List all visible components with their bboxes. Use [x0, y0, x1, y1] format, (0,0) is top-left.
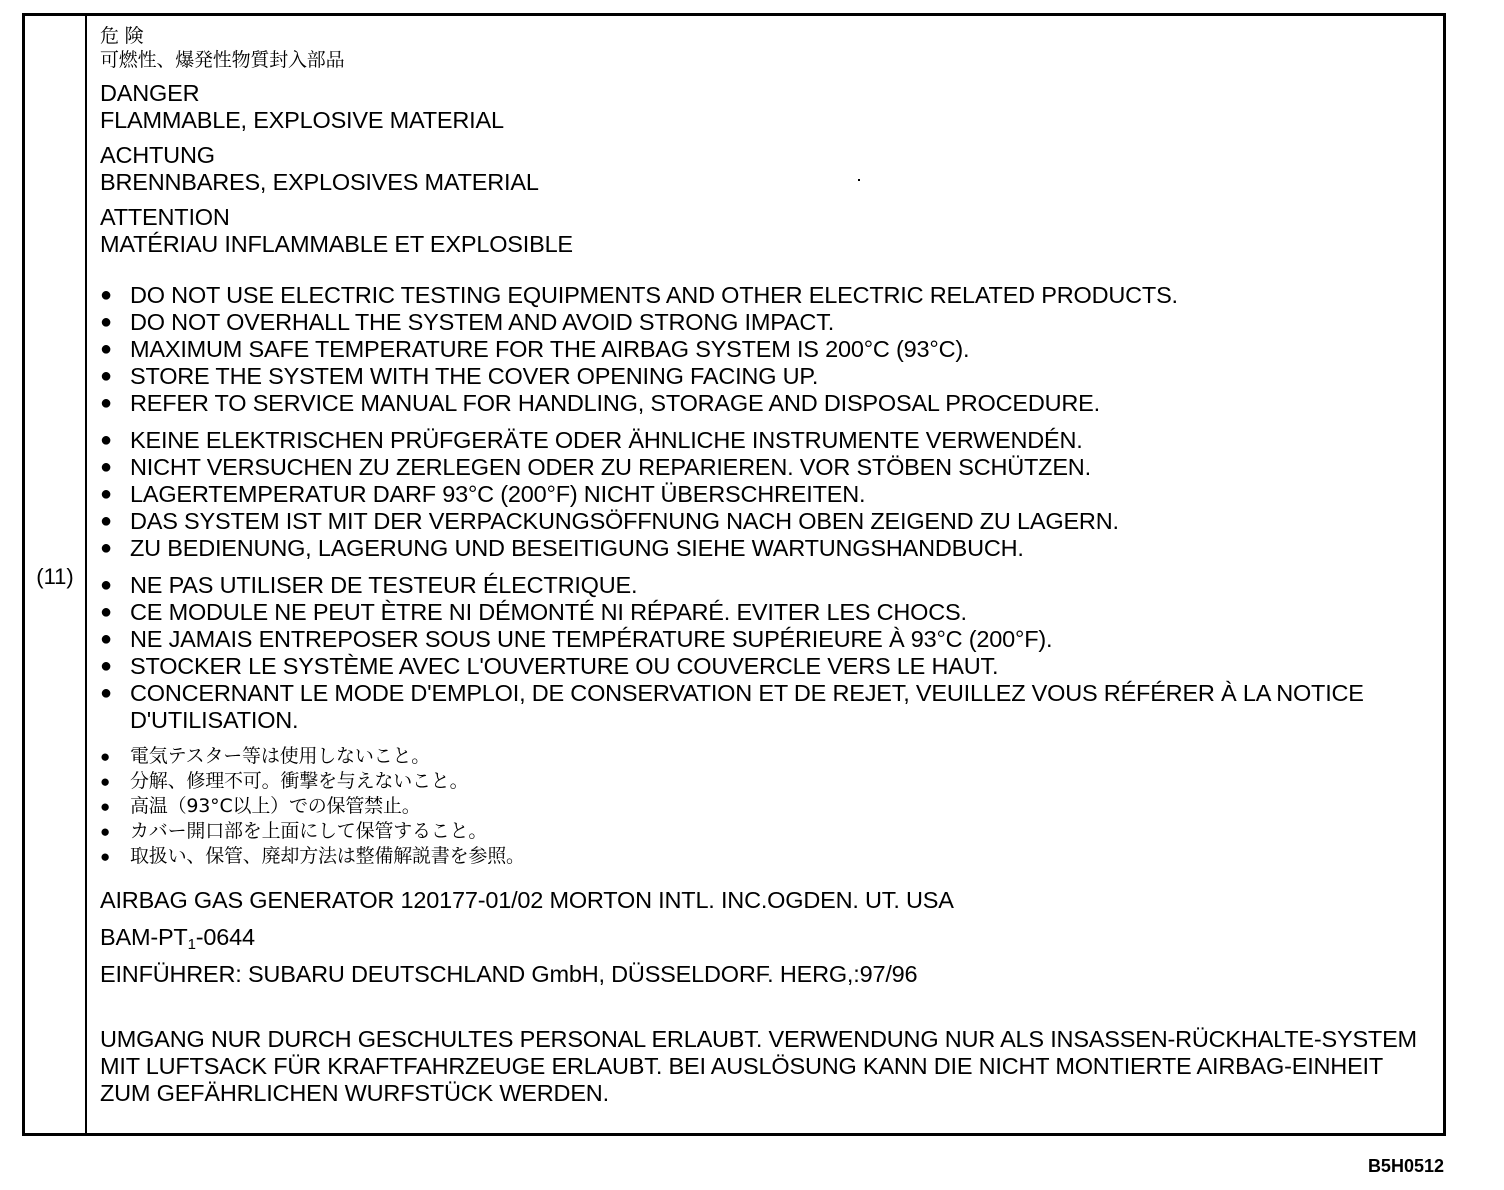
item-number: (11): [36, 563, 74, 589]
list-item: [100, 599, 1433, 626]
bullet-text: 高温（93°C以上）での保管禁止。: [130, 795, 421, 817]
warning-paragraph: UMGANG NUR DURCH GESCHULTES PERSONAL ERLAUBT. VERWENDUNG NUR ALS INSASSEN-RÜCKHALTE-SYSTEM MIT LUFTSACK FÜR KRAFTFAHRZEUGE ERLAUBT. BEI AUSLÖSUNG KANN DIE NICHT MONTIERTE AIRBAG-EINHEIT ZUM GEFÄHRLICHEN WURFSTÜCK WERDEN.: [100, 1026, 1417, 1106]
bullet-group-ja: [100, 744, 1433, 869]
list-item: [100, 819, 1433, 844]
heading-fr-subtitle: MATÉRIAU INFLAMMABLE ET EXPLOSIBLE: [100, 231, 573, 257]
bam-code-prefix: BAM-PT: [100, 924, 188, 950]
bullet-text: CONCERNANT LE MODE D'EMPLOI, DE CONSERVATION ET DE REJET, VEUILLEZ VOUS RÉFÉRER À LA NOTICE D'UTILISATION.: [130, 680, 1364, 733]
heading-de: [100, 142, 1433, 196]
bullet-icon: ●: [100, 456, 112, 478]
bullet-icon: ●: [100, 483, 112, 505]
bam-code-suffix: -0644: [195, 924, 255, 950]
heading-fr: [100, 204, 1433, 258]
bullet-text: NE PAS UTILISER DE TESTEUR ÉLECTRIQUE.: [130, 572, 638, 598]
bullet-text: MAXIMUM SAFE TEMPERATURE FOR THE AIRBAG SYSTEM IS 200°C (93°C).: [130, 336, 970, 362]
bullet-icon: ●: [100, 429, 112, 451]
bullet-icon: ●: [100, 628, 112, 650]
list-item: [100, 336, 1433, 363]
bullet-icon: ●: [100, 747, 111, 766]
list-item: [100, 794, 1433, 819]
list-item: [100, 282, 1433, 309]
warning-label-box: [22, 13, 1446, 1136]
list-item: [100, 769, 1433, 794]
bullet-text: STOCKER LE SYSTÈME AVEC L'OUVERTURE OU COUVERCLE VERS LE HAUT.: [130, 653, 999, 679]
bullet-text: NICHT VERSUCHEN ZU ZERLEGEN ODER ZU REPARIEREN. VOR STÖBEN SCHÜTZEN.: [130, 454, 1091, 480]
bullet-text: DO NOT USE ELECTRIC TESTING EQUIPMENTS AND OTHER ELECTRIC RELATED PRODUCTS.: [130, 282, 1178, 308]
list-item: [100, 390, 1433, 417]
bullet-text: LAGERTEMPERATUR DARF 93°C (200°F) NICHT ÜBERSCHREITEN.: [130, 481, 866, 507]
list-item: [100, 454, 1433, 481]
list-item: [100, 653, 1433, 680]
heading-ja-title: 危 険: [100, 25, 144, 47]
bullet-text: 電気テスター等は使用しないこと。: [130, 745, 431, 767]
heading-en-subtitle: FLAMMABLE, EXPLOSIVE MATERIAL: [100, 107, 504, 133]
bullet-icon: ●: [100, 338, 112, 360]
bullet-text: DAS SYSTEM IST MIT DER VERPACKUNGSÖFFNUNG NACH OBEN ZEIGEND ZU LAGERN.: [130, 508, 1119, 534]
heading-de-subtitle: BRENNBARES, EXPLOSIVES MATERIAL: [100, 169, 539, 195]
bullet-text: 分解、修理不可。衝撃を与えないこと。: [130, 770, 469, 792]
bullet-icon: ●: [100, 574, 112, 596]
manufacturer-line: AIRBAG GAS GENERATOR 120177-01/02 MORTON INTL. INC.OGDEN. UT. USA: [100, 887, 954, 913]
heading-en-title: DANGER: [100, 80, 200, 106]
bullet-text: DO NOT OVERHALL THE SYSTEM AND AVOID STRONG IMPACT.: [130, 309, 835, 335]
list-item: [100, 744, 1433, 769]
bullet-icon: ●: [100, 682, 112, 704]
item-number-cell: [25, 16, 87, 1133]
bullet-text: CE MODULE NE PEUT ÈTRE NI DÉMONTÉ NI RÉPARÉ. EVITER LES CHOCS.: [130, 599, 967, 625]
bam-code-subscript: 1: [187, 936, 196, 953]
list-item: [100, 309, 1433, 336]
bullet-text: REFER TO SERVICE MANUAL FOR HANDLING, STORAGE AND DISPOSAL PROCEDURE.: [130, 390, 1100, 416]
bullet-icon: ●: [100, 601, 112, 623]
importer-line: EINFÜHRER: SUBARU DEUTSCHLAND GmbH, DÜSSELDORF. HERG,:97/96: [100, 961, 918, 987]
bullet-text: ZU BEDIENUNG, LAGERUNG UND BESEITIGUNG SIEHE WARTUNGSHANDBUCH.: [130, 535, 1024, 561]
bullet-text: STORE THE SYSTEM WITH THE COVER OPENING FACING UP.: [130, 363, 819, 389]
bullet-text: カバー開口部を上面にして保管すること。: [130, 820, 488, 842]
bullet-group-fr: [100, 572, 1433, 734]
bullet-icon: ●: [100, 655, 112, 677]
bullet-icon: ●: [100, 847, 111, 866]
list-item: [100, 626, 1433, 653]
bullet-text: 取扱い、保管、廃却方法は整備解説書を参照。: [130, 845, 525, 867]
document-code: B5H0512: [1367, 1156, 1444, 1176]
heading-fr-title: ATTENTION: [100, 204, 230, 230]
bullet-icon: ●: [100, 392, 112, 414]
list-item: [100, 427, 1433, 454]
bullet-icon: ●: [100, 510, 112, 532]
heading-ja-subtitle: 可燃性、爆発性物質封入部品: [100, 49, 345, 71]
list-item: [100, 535, 1433, 562]
list-item: [100, 508, 1433, 535]
list-item: [100, 844, 1433, 869]
bullet-group-de: [100, 427, 1433, 562]
list-item: [100, 680, 1433, 734]
bullet-icon: ●: [100, 822, 111, 841]
label-content: [87, 16, 1443, 1133]
scan-speck: [858, 179, 860, 181]
bullet-icon: ●: [100, 797, 111, 816]
heading-en: [100, 80, 1433, 134]
list-item: [100, 572, 1433, 599]
bam-code: [100, 924, 1433, 951]
list-item: [100, 481, 1433, 508]
list-item: [100, 363, 1433, 390]
bullet-icon: ●: [100, 772, 111, 791]
bullet-text: NE JAMAIS ENTREPOSER SOUS UNE TEMPÉRATURE SUPÉRIEURE À 93°C (200°F).: [130, 626, 1053, 652]
heading-ja: [100, 24, 1433, 72]
bullet-icon: ●: [100, 284, 112, 306]
heading-de-title: ACHTUNG: [100, 142, 215, 168]
bullet-icon: ●: [100, 537, 112, 559]
bullet-group-en: [100, 282, 1433, 417]
bullet-icon: ●: [100, 365, 112, 387]
bullet-text: KEINE ELEKTRISCHEN PRÜFGERÄTE ODER ÄHNLICHE INSTRUMENTE VERWENDÉN.: [130, 427, 1083, 453]
bullet-icon: ●: [100, 311, 112, 333]
